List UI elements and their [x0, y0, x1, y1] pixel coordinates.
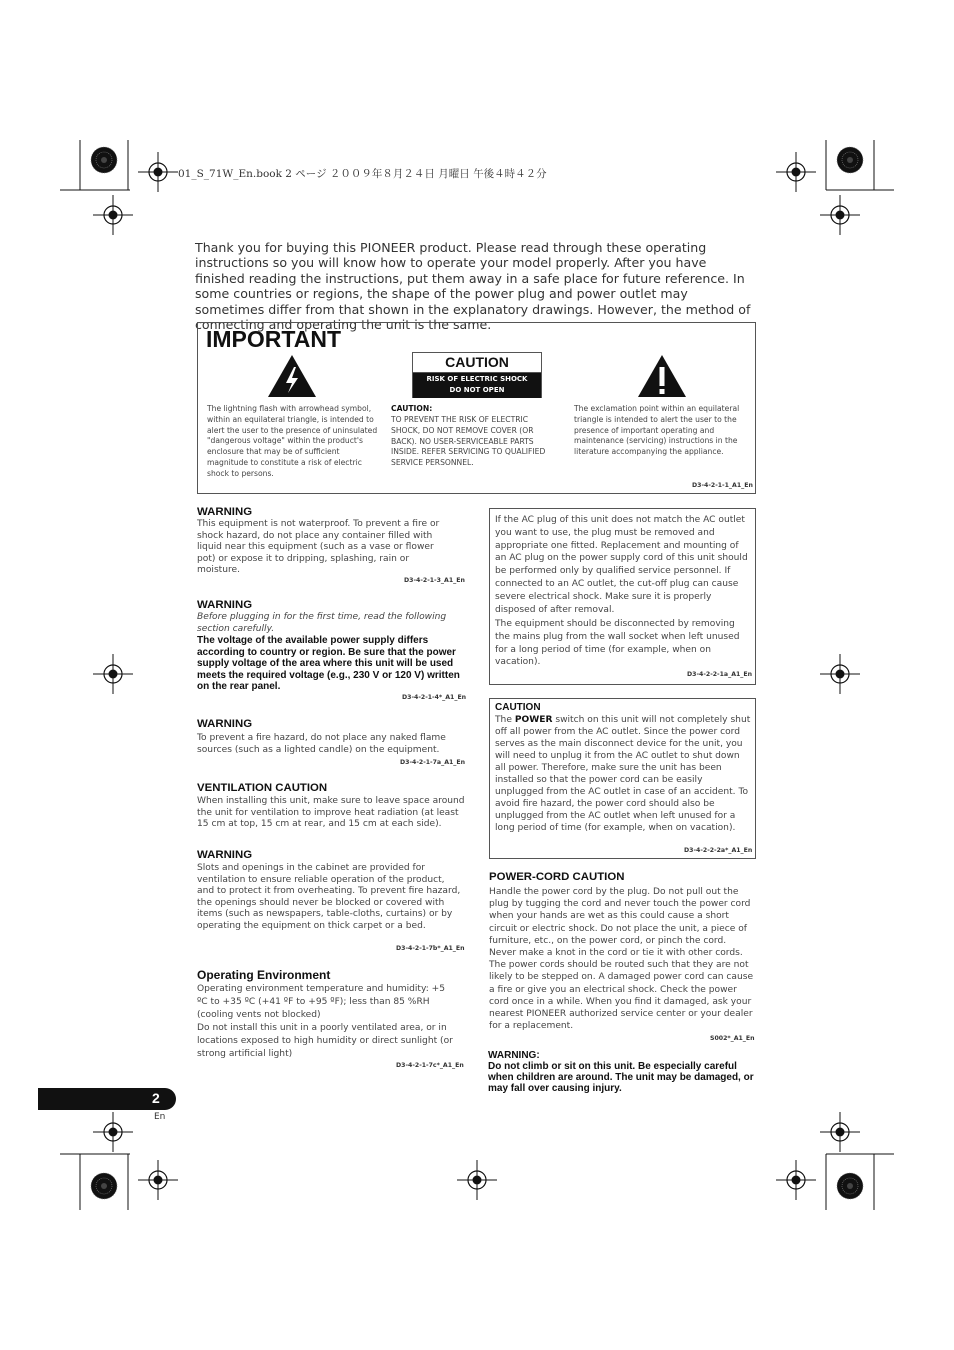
power-cord-text: Handle the power cord by the plug. Do not pull out the plug by tugging the cord and never touch the power cord when your hands are wet as this could cause a short circuit or electric shock. Do not place the unit, a piece of furniture, etc., on the power cord, or pinch the cord. Never make a knot in the cord or tie it with other cords. The power cords should be routed such that they are not likely to be stepped on. A damaged power cord can cause a fire or give you an electrical shock. Check the power cord once in a while. When you find it damaged, ask your nearest PIONEER authorized service center or your dealer for a replacement.	[489, 887, 754, 1032]
star-mark-icon	[91, 147, 117, 173]
text-span: The	[495, 715, 515, 725]
warning-heading: WARNING	[197, 849, 253, 861]
ac-plug-text: If the AC plug of this unit does not match the AC outlet you want to use, the plug must be removed and appropriate one fitted. Replacement and mounting of an AC plug on the power supply cord of this unit should be performed only by qualified service personnel. If connected to an AC outlet, the cut-off plug can cause severe electrical shock. Make sure it is properly disposed of after removal.	[495, 515, 748, 615]
power-caution-text	[495, 714, 752, 834]
doc-code: D3-4-2-1-4*_A1_En	[402, 694, 467, 701]
doc-code: D3-4-2-1-3_A1_En	[404, 577, 465, 584]
environment-heading: Operating Environment	[197, 968, 331, 982]
text-span: switch on this unit will not completely shut off all power from the AC outlet. Since the power cord serves as the main disconnect device for the unit, you will need to unplug it from the AC outlet to shut down all power. Therefore, make sure the unit has been installed so that the power cord can be easily unplugged from the AC outlet in case of an accident. To avoid fire hazard, the power cord should also be unplugged from the AC outlet when left unused for a long period of time (for example, when on vacation).	[495, 715, 751, 833]
caution-title: CAUTION	[413, 353, 541, 373]
exclamation-triangle-icon	[636, 353, 688, 399]
doc-code: D3-4-2-2-2a*_A1_En	[684, 847, 753, 854]
ventilation-heading: VENTILATION CAUTION	[197, 782, 328, 794]
environment-text: Operating environment temperature and humidity: +5 ºC to +35 ºC (+41 ºF to +95 ºF); less than 85 %RH (cooling vents not blocked)	[197, 984, 446, 1020]
warning-heading: WARNING	[197, 506, 253, 518]
caution-text: TO PREVENT THE RISK OF ELECTRIC SHOCK, DO NOT REMOVE COVER (OR BACK). NO USER-SERVICEABLE PARTS INSIDE. REFER SERVICING TO QUALIFIED SERVICE PERSONNEL.	[391, 415, 546, 468]
star-mark-icon	[91, 1173, 117, 1199]
warning-text: Slots and openings in the cabinet are provided for ventilation to ensure reliable operation of the product, and to protect it from overheating. To prevent fire hazard, the openings should never be blocked or covered with items (such as newspapers, table-cloths, curtains) or by operating the equipment on thick carpet or a bed.	[197, 863, 461, 931]
power-cord-heading: POWER-CORD CAUTION	[489, 871, 625, 883]
intro-paragraph: Thank you for buying this PIONEER product. Please read through these operating instructions so you will know how to operate your model properly. After you have finished reading the instructions, put them away in a safe place for future reference. In some countries or regions, the shape of the power plug and power outlet may sometimes differ from that shown in the explanatory drawings. However, the method of connecting and operating the unit is the same.	[195, 240, 751, 333]
language-label: En	[154, 1112, 166, 1122]
warning-note: Before plugging in for the first time, read the following section carefully.	[197, 612, 447, 634]
caution-heading: CAUTION	[495, 702, 541, 713]
doc-code: D3-4-2-1-7c*_A1_En	[396, 1062, 464, 1069]
lightning-triangle-icon	[266, 353, 318, 399]
doc-code: D3-4-2-1-1_A1_En	[692, 482, 753, 489]
warning-heading: WARNING	[197, 599, 253, 611]
important-title: IMPORTANT	[206, 326, 342, 352]
doc-code: D3-4-2-1-7a_A1_En	[400, 759, 466, 766]
warning-text: This equipment is not waterproof. To prevent a fire or shock hazard, do not place any container filled with liquid near this equipment (such as a vase or flower pot) or expose it to dripping, splashing, rain or moisture.	[197, 519, 440, 576]
star-mark-icon	[837, 1173, 863, 1199]
caution-heading: CAUTION:	[391, 404, 433, 413]
final-warning-text: Do not climb or sit on this unit. Be especially careful when children are around. The unit may be damaged, or may fall over causing injury.	[488, 1061, 754, 1094]
star-mark-icon	[837, 147, 863, 173]
lightning-explanation: The lightning flash with arrowhead symbol, within an equilateral triangle, is intended to alert the user to the presence of uninsulated "dangerous voltage" within the product's enclosure that may be of sufficient magnitude to constitute a risk of electric shock to persons.	[207, 404, 378, 478]
warning-heading: WARNING	[197, 718, 253, 730]
caution-sub-line: DO NOT OPEN	[449, 386, 505, 394]
exclamation-explanation: The exclamation point within an equilateral triangle is intended to alert the user to the presence of important operating and maintenance (servicing) instructions in the literature accompanying the appliance.	[574, 404, 740, 457]
doc-code: D3-4-2-1-7b*_A1_En	[396, 945, 465, 952]
caution-label	[412, 352, 542, 398]
print-header: 01_S_71W_En.book 2 ページ ２００９年８月２４日 月曜日 午後４時４２分	[178, 168, 547, 180]
warning-text: To prevent a fire hazard, do not place any naked flame sources (such as a lighted candle) on the equipment.	[197, 733, 446, 755]
ac-plug-text: The equipment should be disconnected by removing the mains plug from the wall socket when left unused for a long period of time (for example, when on vacation).	[495, 619, 740, 668]
voltage-warning-bold: The voltage of the available power supply differs according to country or region. Be sure that the power supply voltage of the area where this unit will be used meets the required voltage (e.g., 230 V or 120 V) written on the rear panel.	[197, 635, 460, 693]
doc-code: D3-4-2-2-1a_A1_En	[687, 671, 753, 678]
environment-text: Do not install this unit in a poorly ventilated area, or in locations exposed to high humidity or direct sunlight (or strong artificial light)	[197, 1023, 453, 1059]
doc-code: S002*_A1_En	[710, 1035, 755, 1042]
caution-sub-line: RISK OF ELECTRIC SHOCK	[426, 375, 528, 383]
page-number: 2	[152, 1090, 160, 1106]
ventilation-text: When installing this unit, make sure to leave space around the unit for ventilation to improve heat radiation (at least 15 cm at top, 15 cm at rear, and 15 cm at each side).	[197, 796, 465, 830]
power-keyword: POWER	[514, 715, 553, 725]
final-warning-heading: WARNING:	[488, 1050, 540, 1061]
caution-subtitle	[413, 373, 541, 398]
